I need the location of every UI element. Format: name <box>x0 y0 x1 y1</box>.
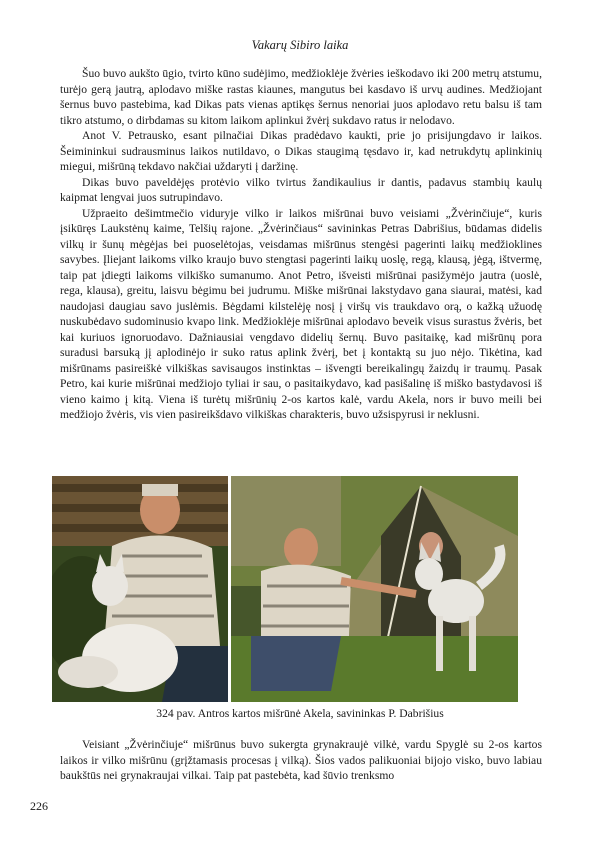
paragraph: Dikas buvo paveldėjęs protėvio vilko tvirtus žandikaulius ir dantis, padavus stambių kaulų kaipmat lengvai juos sutrupindavo. <box>60 175 542 204</box>
running-header: Vakarų Sibiro laika <box>251 38 349 52</box>
paragraph: Anot V. Petrausko, esant pilnačiai Dikas pradėdavo kaukti, prie jo prisijungdavo ir laikos. Šeimininkui sudrausminus laikos nutildavo, o Dikas staugimą tęsdavo ir, kad netrukdytų aplinkinių miegui, mišrūną tekdavo nakčiai uždaryti į daržinę. <box>60 129 542 173</box>
photo-right <box>231 476 518 702</box>
photo-man-with-dog <box>52 476 228 702</box>
body-text-top <box>60 66 542 423</box>
paragraph: Užpraeito dešimtmečio viduryje vilko ir laikos mišrūnai buvo veisiami „Žvėrinčiuje“, kuris įsikūręs Laukstėnų kaime, Telšių rajone. „Žvėrinčiaus“ savininkas Petras Dabrišius, būdamas didelis vilkų ir šunų mėgėjas bei puoselėtojas, veisdamas mišrūnus stengėsi pagerinti laikų medžioklines savybes. Įliejant laikoms vilko kraujo buvo stengtasi pagerinti laikų uoslę, regą, klausą, jėgą, ištvermę, taip pat įdiegti laikoms vilkiško sumanumo. Anot Petro, išveisti mišrūnai pasižymėjo jautra (uoslė, rega, klausa), greitu, laisvu bėgimu bei judrumu. Miške mišrūnai lakstydavo gana siaurai, matėsi, kad naudojasi daugiau savo juslėmis. Bėgdami kilstelėję nosį į viršų vis traukdavo orą, o kažką užuodę nuskubėdavo sudominusio kvapo link. Medžioklėje mišrūnai aplodavo beveik visus surastus žvėris, bet kai kuriuos ignoruodavo. Dažniausiai vengdavo didelių šernų. Buvo pasitaikę, kad mišrūnų pora suradusi barsuką jį aplodinėjo ir suko ratus aplink žvėrį, bet į kontaktą su juo nėjo. Tikėtina, kad mišrūnams pasireiškė vilkiškas savisaugos instinktas – išvengti bereikalingų žaizdų ir traumų. Pasak Petro, kai kurie mišrūnai medžiojo tyliai ir sau, o pasitaikydavo, kad pasišalinę iš miško bastydavosi iš vieno kaimo į kitą. Viena iš turėtų mišrūnių 2-os kartos kalė, vardu Akela, nors ir buvo meili bei medžiojo žvėris, vis vien pasireikšdavo vilkiškas charakteris, buvo užsispyrusi ir neklusni. <box>60 206 542 421</box>
photo-man-dog-tent <box>231 476 518 702</box>
paragraph: Veisiant „Žvėrinčiuje“ mišrūnus buvo sukergta grynakraujė vilkė, vardu Spyglė su 2-os kartos laikos ir vilko mišrūnu (grįžtamasis procesas į vilką). Šios vados palikuoniai bijojo visko, buvo labiau baukštūs nei grynakraujai vilkai. Taip pat pastebėta, kad šūvio trenksmo <box>60 738 542 782</box>
paragraph: Šuo buvo aukšto ūgio, tvirto kūno sudėjimo, medžioklėje žvėries ieškodavo iki 200 metrų atstumu, turėjo gerą jautrą, aplodavo miške rastas kiaunes, mangutus bei kasdavo iš urvų audines. Medžiojant šernus buvo pastebima, kad Dikas pats vienas aptikęs šernus nenoriai juos aplodavo retu balsu iš tam tikro atstumo, o dirbdamas su kitom laikom aplinkui žvėrį sukdavo ratus ir nelodavo. <box>60 67 542 127</box>
body-text-bottom <box>60 737 542 784</box>
figure-caption: 324 pav. Antros kartos mišrūnė Akela, savininkas P. Dabrišius <box>156 707 444 720</box>
photo-left <box>52 476 228 702</box>
page-number: 226 <box>30 799 48 813</box>
